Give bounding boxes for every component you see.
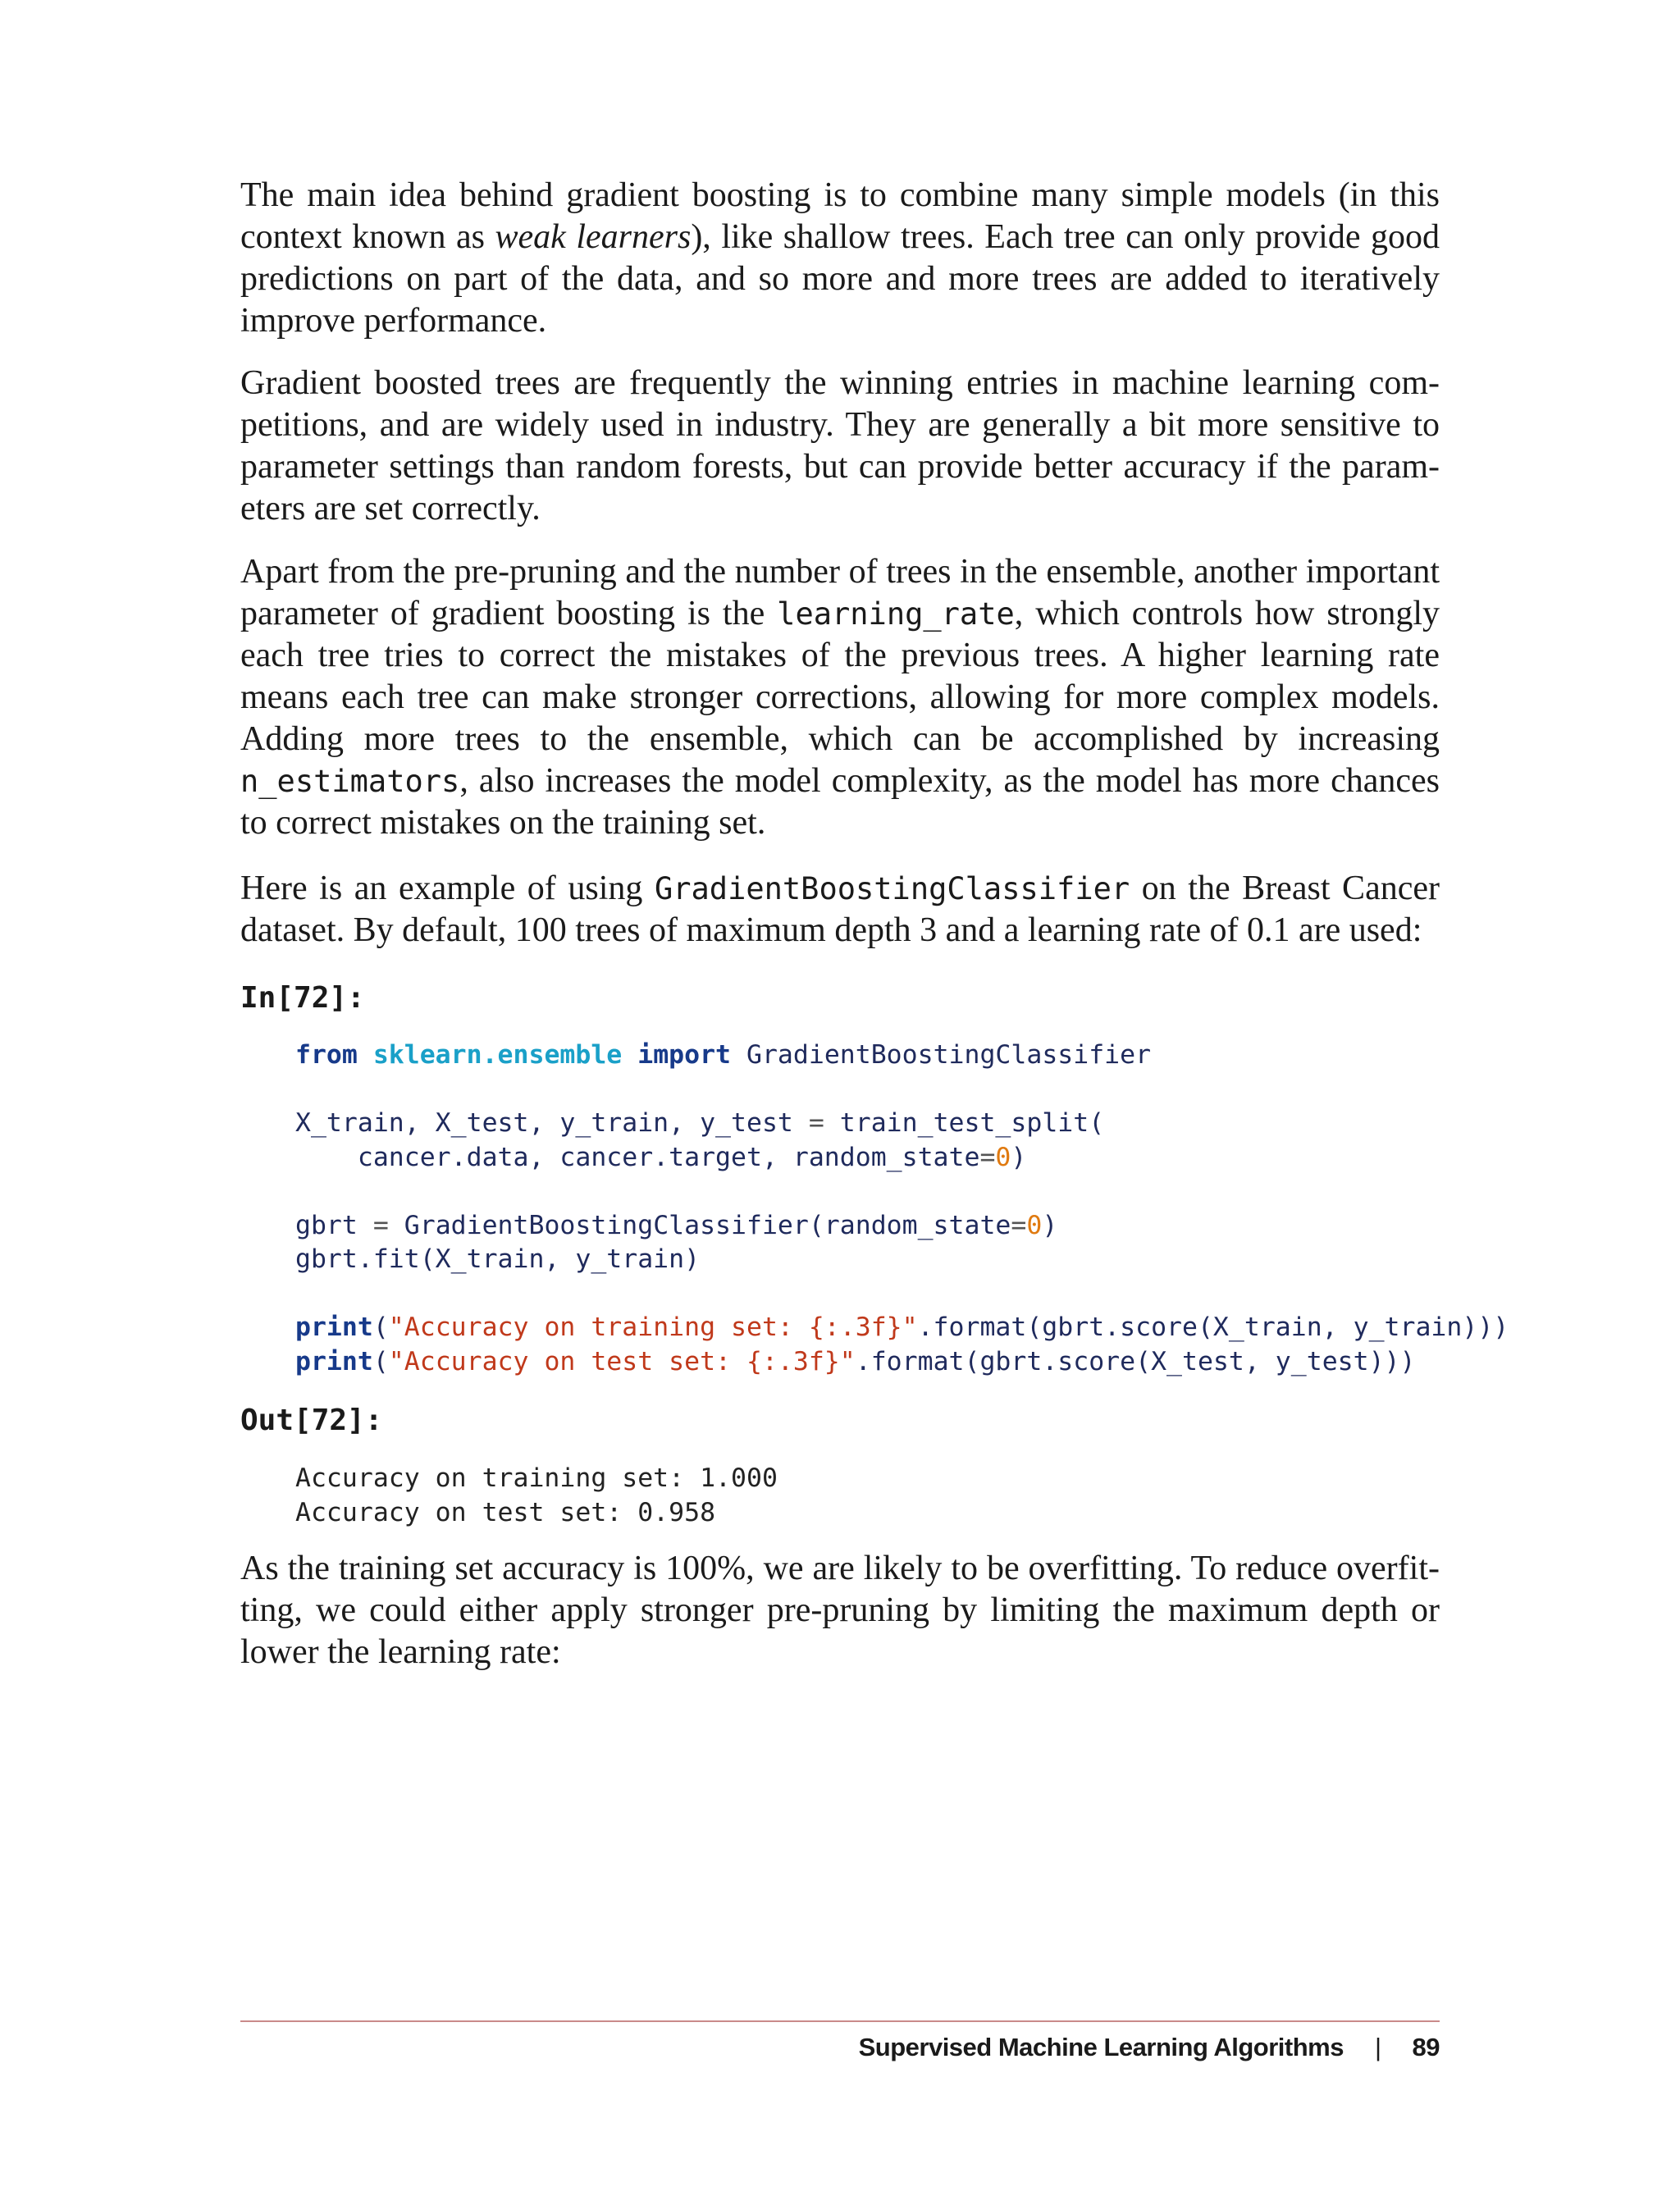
code-identifier: X_train, X_test, y_train, y_test	[295, 1108, 793, 1138]
code-block	[295, 1039, 1509, 1379]
paragraph-text: ), like shallow trees. Each tree can only provide good predictions on part of the data, and so more and more trees are added to iteratively improve performance.	[240, 218, 1440, 340]
paragraph-gradient-boosted-trees: Gradient boosted trees are frequently the winning entries in machine learning competitions, and are widely used in industry. They are generally a bit more sensitive to parameter settings than random forests, but can provide better accuracy if the parameters are set correctly.	[240, 364, 1440, 527]
output-block	[295, 1462, 1460, 1530]
code-identifier: train_test_split(	[839, 1108, 1105, 1138]
page-number: 89	[1412, 2033, 1440, 2061]
output-cell-label: Out[72]:	[240, 1404, 383, 1437]
code-module: sklearn.ensemble	[372, 1040, 623, 1070]
code-identifier: cancer.data, cancer.target, random_state	[295, 1142, 980, 1172]
paragraph-gradient-boosting-idea	[240, 175, 1440, 342]
running-footer	[859, 2033, 1440, 2062]
code-keyword: print	[295, 1346, 373, 1376]
code-punctuation: )	[1042, 1210, 1058, 1240]
code-keyword: from	[295, 1040, 358, 1070]
paragraph-text: , also increases the model complexity, as the model has more chances to correct mistakes on the training set.	[240, 762, 1440, 842]
code-operator: =	[979, 1142, 996, 1172]
footer-separator: |	[1374, 2033, 1381, 2061]
code-punctuation: (	[372, 1346, 389, 1376]
code-identifier: GradientBoostingClassifier(random_state	[404, 1210, 1011, 1240]
code-identifier: GradientBoostingClassifier	[746, 1040, 1152, 1070]
code-punctuation: )	[1011, 1142, 1027, 1172]
code-keyword: import	[637, 1040, 732, 1070]
inline-code-classifier: GradientBoostingClassifier	[654, 871, 1130, 906]
code-string: "Accuracy on training set: {:.3f}"	[388, 1312, 918, 1342]
output-line: Accuracy on training set: 1.000	[295, 1463, 778, 1493]
paragraph-text: on the Breast Cancer dataset. By default, 100 trees of maximum depth 3 and a learning rate of 0.1 are used:	[240, 870, 1440, 949]
paragraph-text: , which controls how strongly each tree tries to correct the mistakes of the previous trees. A higher learning rate means each tree can make stronger corrections, allowing for more complex models. Adding more trees to the ensemble, which can be accomplished by increasing	[240, 595, 1440, 758]
code-identifier: .format(gbrt.score(X_test, y_test)))	[855, 1346, 1416, 1376]
inline-code-learning-rate: learning_rate	[777, 596, 1015, 632]
paragraph-example-intro	[240, 868, 1440, 952]
code-identifier: gbrt.fit(X_train, y_train)	[295, 1244, 701, 1274]
input-cell-label: In[72]:	[240, 981, 365, 1015]
code-operator: =	[372, 1210, 389, 1240]
code-operator: =	[1011, 1210, 1027, 1240]
emphasis-weak-learners: weak learners	[495, 218, 692, 256]
code-keyword: print	[295, 1312, 373, 1342]
footer-divider	[240, 2020, 1440, 2022]
code-punctuation: (	[372, 1312, 389, 1342]
paragraph-text: The main idea behind gradient boosting is to combine many simple models (in this context known as	[240, 176, 1440, 256]
paragraph-text: Here is an example of using	[240, 870, 655, 907]
paragraph-text: Apart from the pre-pruning and the number of trees in the ensemble, another important parameter of gradient boosting is the	[240, 553, 1440, 632]
code-identifier: .format(gbrt.score(X_train, y_train)))	[917, 1312, 1509, 1342]
output-line: Accuracy on test set: 0.958	[295, 1497, 716, 1527]
code-number: 0	[1026, 1210, 1043, 1240]
footer-section-title: Supervised Machine Learning Algorithms	[858, 2033, 1344, 2061]
code-operator: =	[808, 1108, 824, 1138]
code-string: "Accuracy on test set: {:.3f}"	[388, 1346, 856, 1376]
code-number: 0	[995, 1142, 1011, 1172]
paragraph-overfitting: As the training set accuracy is 100%, we are likely to be overfitting. To reduce overfitting, we could either apply stronger pre-pruning by limiting the maximum depth or lower the learning rate:	[240, 1550, 1440, 1671]
code-identifier: gbrt	[295, 1210, 358, 1240]
paragraph-learning-rate	[240, 551, 1440, 844]
inline-code-n-estimators: n_estimators	[240, 764, 460, 799]
